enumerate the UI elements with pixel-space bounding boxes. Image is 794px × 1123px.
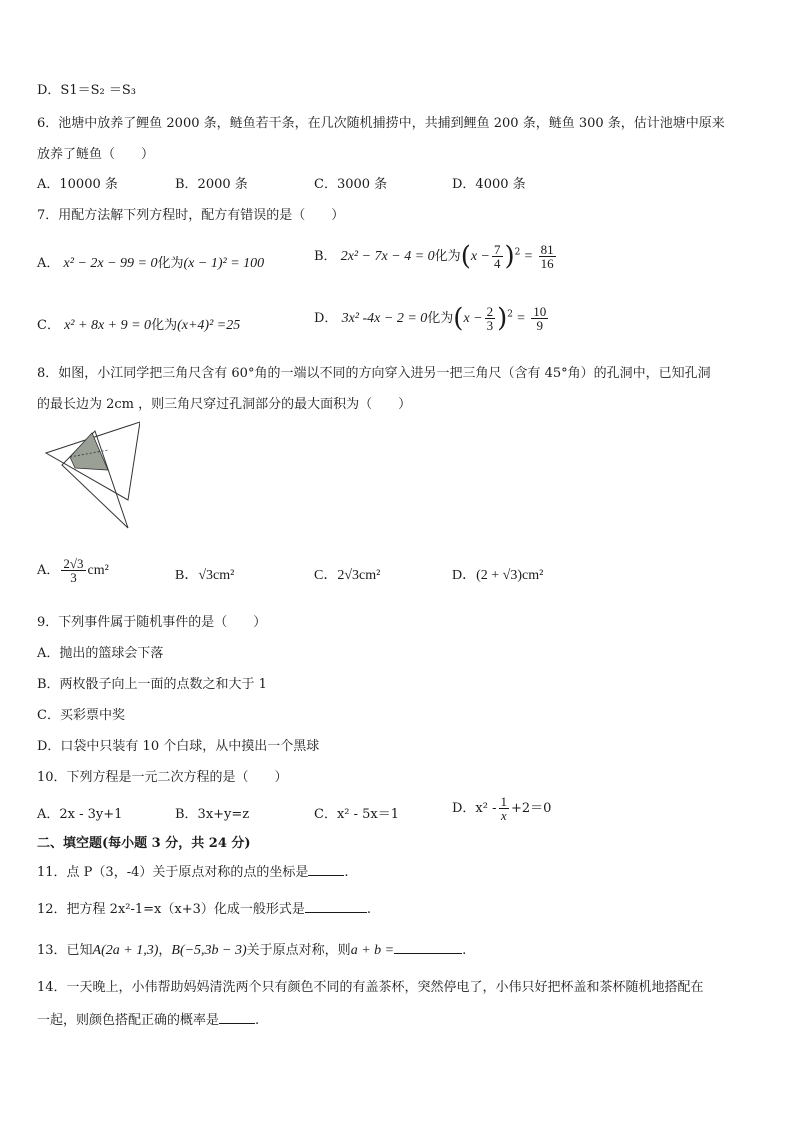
q6-option-d: D．4000 条 [452,177,526,192]
q7-a-result: (x − 1)² = 100 [183,256,265,271]
q13-sep: ， [158,943,172,958]
q10-d-pre: D．x² - [452,801,497,816]
q13-end: . [462,943,467,958]
q12 [37,900,371,919]
q13-point-a: A(2a + 1,3) [92,943,159,958]
q5-option-d: D．S1＝S₂ ＝S₃ [37,83,136,98]
q13-text-a: 13．已知 [37,943,93,958]
q14-answer-blank[interactable] [219,1011,255,1024]
q7-a-label: A． [37,256,60,271]
q7-b-mid: 化为 [434,249,461,264]
q13 [37,941,466,960]
q7-b-equation: 2x² − 7x − 4 = 0 [340,249,435,264]
q7-b-rhs-den: 16 [540,256,554,271]
q7-a-mid: 化为 [157,256,184,271]
q8-a-den: 3 [70,570,77,585]
q8-option-b: B．√3cm² [175,568,235,583]
q6-option-c: C．3000 条 [314,177,388,192]
q7-b-label: B． [314,249,337,264]
q8-option-d: D．(2 + √3)cm² [452,568,544,583]
q13-expr: a + b = [350,943,395,958]
q6-option-a: A．10000 条 [37,177,118,192]
q9-option-a: A．抛出的篮球会下落 [37,646,164,661]
q7-c-equation: x² + 8x + 9 = 0 [64,318,152,333]
q8-option-a [37,557,109,584]
q7-option-c [37,317,240,335]
q7-d-label: D． [314,311,338,326]
q12-end: . [366,902,372,917]
q14-line2: 一起，则颜色搭配正确的概率是 [37,1013,220,1028]
q11-answer-blank[interactable] [308,863,344,876]
q8-a-num: 2√3 [63,556,84,571]
q14-line1: 14．一天晚上，小伟帮助妈妈清洗两个只有颜色不同的有盖茶杯，突然停电了，小伟只好把杯盖和茶杯随机地搭配在 [37,980,704,995]
q8-stem-line1: 8．如图，小江同学把三角尺含有 60°角的一端以不同的方向穿入进另一把三角尺（含有 45°角）的孔洞中，已知孔洞 [37,366,711,381]
q11-end: . [344,865,349,880]
q14 [37,1011,259,1030]
q9-option-c: C．买彩票中奖 [37,708,125,723]
q6-stem-line2: 放养了鲢鱼（ ） [37,147,155,162]
q7-option-d: D． 3x² -4x − 2 = 0化为(x − $\frac{2}{3}$ )$^2$ = $\frac{10}{9}$ [314,303,547,334]
q7-c-label: C． [37,318,60,333]
q7-d-frac-num: 2 [486,304,494,319]
q9-option-d: D．口袋中只装有 10 个白球，从中摸出一个黑球 [37,739,320,754]
q9-option-b: B．两枚骰子向上一面的点数之和大于 1 [37,677,267,692]
q7-c-result: (x+4)² =25 [177,318,241,333]
q10-d-den: x [500,808,507,823]
q7-d-open: x − [463,311,483,326]
q7-d-mid: 化为 [427,311,454,326]
q11 [37,863,349,882]
q7-d-rhs-den: 9 [536,318,543,333]
q10-stem: 10．下列方程是一元二次方程的是（ ） [37,770,288,785]
q7-b-frac-den: 4 [494,256,501,271]
q7-b-open: x − [470,249,491,264]
q12-text: 12．把方程 2x²-1=x（x+3）化成一般形式是 [37,902,305,917]
q7-option-b: B． 2x² − 7x − 4 = 0化为(x − $\frac{7}{4}$ )$^2$ = $\frac{81}{16}$ [314,241,554,272]
q14-end: . [255,1013,260,1028]
q10-option-a: A．2x - 3y+1 [37,807,123,822]
q7-d-frac-den: 3 [486,318,494,333]
q12-answer-blank[interactable] [305,900,367,913]
q10-option-c: C．x² - 5x＝1 [314,807,400,822]
q10-option-d [452,795,551,822]
q11-text: 11．点 P（3，-4）关于原点对称的点的坐标是 [37,865,309,880]
q10-d-post: +2＝0 [511,801,552,816]
q10-d-num: 1 [500,794,507,809]
q7-d-equation: 3x² -4x − 2 = 0 [341,311,428,326]
q7-b-frac-num: 7 [494,242,501,257]
q13-answer-blank[interactable] [394,941,462,954]
q8-triangle-figure [40,420,140,535]
q6-stem-line1: 6．池塘中放养了鲤鱼 2000 条，鲢鱼若干条，在几次随机捕捞中，共捕到鲤鱼 200 条，鲢鱼 300 条，估计池塘中原来 [37,116,725,131]
q8-a-unit: cm² [87,563,109,578]
q7-d-rhs-num: 10 [533,304,547,319]
q7-a-equation: x² − 2x − 99 = 0 [63,256,158,271]
q7-b-rhs-num: 81 [540,242,554,257]
q10-option-b: B．3x+y=z [175,807,250,822]
q6-option-b: B．2000 条 [175,177,248,192]
q7-c-mid: 化为 [151,318,178,333]
q7-stem: 7．用配方法解下列方程时，配方有错误的是（ ） [37,208,345,223]
q8-option-c: C．2√3cm² [314,568,381,583]
q8-a-label: A． [37,563,60,578]
q9-stem: 9．下列事件属于随机事件的是（ ） [37,615,267,630]
q13-point-b: B(−5,3b − 3) [171,943,247,958]
q7-option-a [37,255,264,273]
q13-text-b: 关于原点对称，则 [246,943,351,958]
section-2-heading: 二、填空题(每小题 3 分，共 24 分) [37,836,251,851]
q8-stem-line2: 的最长边为 2cm ，则三角尺穿过孔洞部分的最大面积为（ ） [37,397,412,412]
